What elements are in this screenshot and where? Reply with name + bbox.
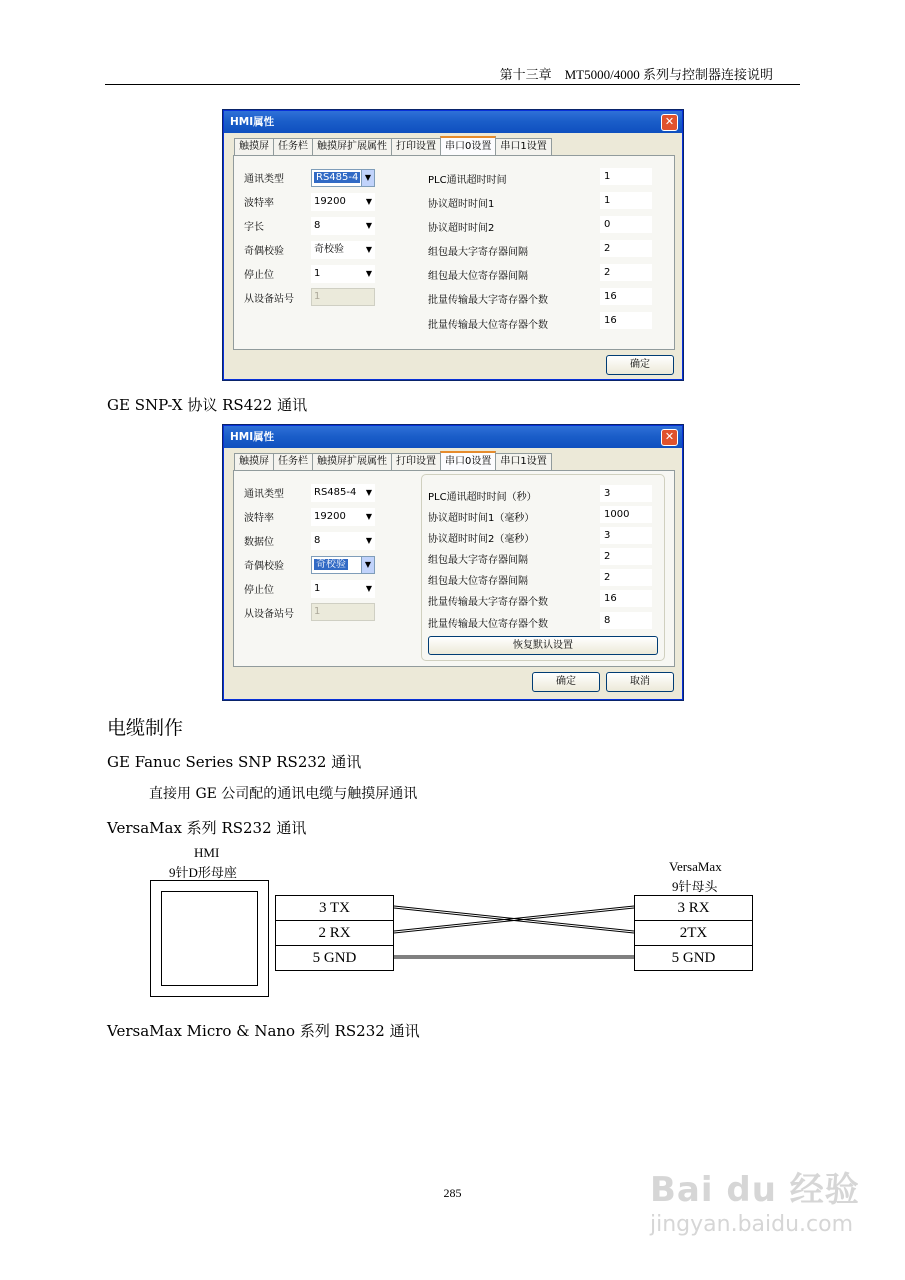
label-baud: 波特率	[244, 198, 274, 209]
label-timeout2: 协议超时时间2	[428, 223, 495, 234]
header-rule	[105, 84, 800, 85]
comm-type-select[interactable]: RS485-4 ▼	[311, 169, 375, 187]
tab-serial0[interactable]: 串口0设置	[440, 451, 496, 471]
tab-serial1[interactable]: 串口1设置	[495, 138, 551, 155]
plc-timeout-input[interactable]: 3	[600, 485, 652, 502]
right-pin-gnd: 5 GND	[634, 945, 753, 971]
cable-wires	[394, 895, 634, 975]
label-comm-type: 通讯类型	[244, 174, 284, 185]
chevron-down-icon: ▼	[361, 557, 374, 573]
settings-panel	[233, 470, 675, 667]
tab-strip	[234, 138, 551, 156]
label-word-gap: 组包最大字寄存器间隔	[428, 247, 528, 258]
bit-gap-input[interactable]: 2	[600, 569, 652, 586]
label-stop-bits: 停止位	[244, 270, 274, 281]
baud-select[interactable]: 19200 ▼	[311, 508, 375, 526]
watermark-url: jingyan.baidu.com	[650, 1212, 854, 1237]
tab-print[interactable]: 打印设置	[391, 453, 441, 470]
hmi-properties-dialog-1	[223, 110, 683, 380]
ok-button[interactable]: 确定	[532, 672, 600, 692]
chevron-down-icon: ▼	[365, 197, 372, 206]
station-input[interactable]: 1	[311, 603, 375, 621]
settings-panel	[233, 155, 675, 350]
label-data-bits: 数据位	[244, 537, 274, 548]
label-timeout1: 协议超时时间1（毫秒）	[428, 513, 535, 524]
label-max-bit: 批量传输最大位寄存器个数	[428, 320, 548, 331]
word-gap-input[interactable]: 2	[600, 548, 652, 565]
label-baud: 波特率	[244, 513, 274, 524]
data-bits-select[interactable]: 8 ▼	[311, 532, 375, 550]
label-bit-gap: 组包最大位寄存器间隔	[428, 271, 528, 282]
tab-extended[interactable]: 触摸屏扩展属性	[312, 138, 392, 155]
word-length-select[interactable]: 8 ▼	[311, 217, 375, 235]
tab-taskbar[interactable]: 任务栏	[273, 453, 313, 470]
label-parity: 奇偶校验	[244, 561, 284, 572]
label-station: 从设备站号	[244, 609, 294, 620]
comm-type-select[interactable]: RS485-4 ▼	[311, 484, 375, 502]
timeout1-input[interactable]: 1000	[600, 506, 652, 523]
timeout2-input[interactable]: 0	[600, 216, 652, 233]
heading-fanuc-snp: GE Fanuc Series SNP RS232 通讯	[107, 753, 362, 771]
versamax-title: VersaMax	[669, 859, 722, 874]
timeout1-input[interactable]: 1	[600, 192, 652, 209]
label-max-bit: 批量传输最大位寄存器个数	[428, 619, 548, 630]
max-word-input[interactable]: 16	[600, 590, 652, 607]
right-pin-rx: 3 RX	[634, 895, 753, 921]
close-icon[interactable]: ✕	[661, 114, 678, 131]
chevron-down-icon: ▼	[365, 245, 372, 254]
label-stop-bits: 停止位	[244, 585, 274, 596]
max-word-input[interactable]: 16	[600, 288, 652, 305]
label-comm-type: 通讯类型	[244, 489, 284, 500]
label-timeout1: 协议超时时间1	[428, 199, 495, 210]
label-max-word: 批量传输最大字寄存器个数	[428, 295, 548, 306]
versamax-subtitle: 9针母头	[672, 879, 718, 894]
restore-defaults-button[interactable]: 恢复默认设置	[428, 636, 658, 655]
page-number: 285	[443, 1186, 462, 1200]
word-gap-input[interactable]: 2	[600, 240, 652, 257]
label-plc-timeout: PLC通讯超时时间	[428, 175, 507, 186]
chevron-down-icon: ▼	[365, 488, 372, 497]
label-word-length: 字长	[244, 222, 264, 233]
label-word-gap: 组包最大字寄存器间隔	[428, 555, 528, 566]
cancel-button[interactable]: 取消	[606, 672, 674, 692]
max-bit-input[interactable]: 8	[600, 612, 652, 629]
heading-snpx-rs422: GE SNP-X 协议 RS422 通讯	[107, 396, 308, 414]
chevron-down-icon: ▼	[365, 269, 372, 278]
ok-button[interactable]: 确定	[606, 355, 674, 375]
bit-gap-input[interactable]: 2	[600, 264, 652, 281]
chevron-down-icon: ▼	[365, 221, 372, 230]
dialog-title: HMI属性	[224, 111, 682, 133]
plc-timeout-input[interactable]: 1	[600, 168, 652, 185]
tab-serial1[interactable]: 串口1设置	[495, 453, 551, 470]
heading-versamax: VersaMax 系列 RS232 通讯	[107, 819, 307, 837]
chevron-down-icon: ▼	[361, 170, 374, 186]
hmi-properties-dialog-2	[223, 425, 683, 700]
right-pin-tx: 2TX	[634, 920, 753, 946]
stop-bits-select[interactable]: 1 ▼	[311, 265, 375, 283]
baud-select[interactable]: 19200 ▼	[311, 193, 375, 211]
chevron-down-icon: ▼	[365, 512, 372, 521]
max-bit-input[interactable]: 16	[600, 312, 652, 329]
tab-strip	[234, 453, 551, 471]
chevron-down-icon: ▼	[365, 536, 372, 545]
tab-touchscreen[interactable]: 触摸屏	[234, 138, 274, 155]
hmi-connector	[150, 880, 269, 997]
station-input[interactable]: 1	[311, 288, 375, 306]
parity-select[interactable]: 奇校验 ▼	[311, 556, 375, 574]
label-parity: 奇偶校验	[244, 246, 284, 257]
tab-extended[interactable]: 触摸屏扩展属性	[312, 453, 392, 470]
label-max-word: 批量传输最大字寄存器个数	[428, 597, 548, 608]
running-header: 第十三章 MT5000/4000 系列与控制器连接说明	[499, 67, 773, 82]
chevron-down-icon: ▼	[365, 584, 372, 593]
paragraph-cable: 直接用 GE 公司配的通讯电缆与触摸屏通讯	[149, 786, 418, 802]
tab-print[interactable]: 打印设置	[391, 138, 441, 155]
tab-touchscreen[interactable]: 触摸屏	[234, 453, 274, 470]
watermark-brand: Bai du 经验	[650, 1170, 860, 1210]
connector-face	[161, 891, 258, 986]
close-icon[interactable]: ✕	[661, 429, 678, 446]
hmi-title: HMI	[194, 845, 220, 860]
section-title: 电缆制作	[107, 717, 184, 739]
dialog-title: HMI属性	[224, 426, 682, 448]
left-pin-tx: 3 TX	[275, 895, 394, 921]
parity-select[interactable]: 奇校验 ▼	[311, 241, 375, 259]
left-pin-gnd: 5 GND	[275, 945, 394, 971]
tab-taskbar[interactable]: 任务栏	[273, 138, 313, 155]
label-bit-gap: 组包最大位寄存器间隔	[428, 576, 528, 587]
hmi-subtitle: 9针D形母座	[169, 865, 237, 880]
label-timeout2: 协议超时时间2（毫秒）	[428, 534, 535, 545]
tab-serial0[interactable]: 串口0设置	[440, 136, 496, 156]
label-station: 从设备站号	[244, 294, 294, 305]
stop-bits-select[interactable]: 1 ▼	[311, 580, 375, 598]
heading-versamax-micro: VersaMax Micro & Nano 系列 RS232 通讯	[107, 1022, 420, 1040]
label-plc-timeout: PLC通讯超时时间（秒）	[428, 492, 537, 503]
left-pin-rx: 2 RX	[275, 920, 394, 946]
timeout2-input[interactable]: 3	[600, 527, 652, 544]
